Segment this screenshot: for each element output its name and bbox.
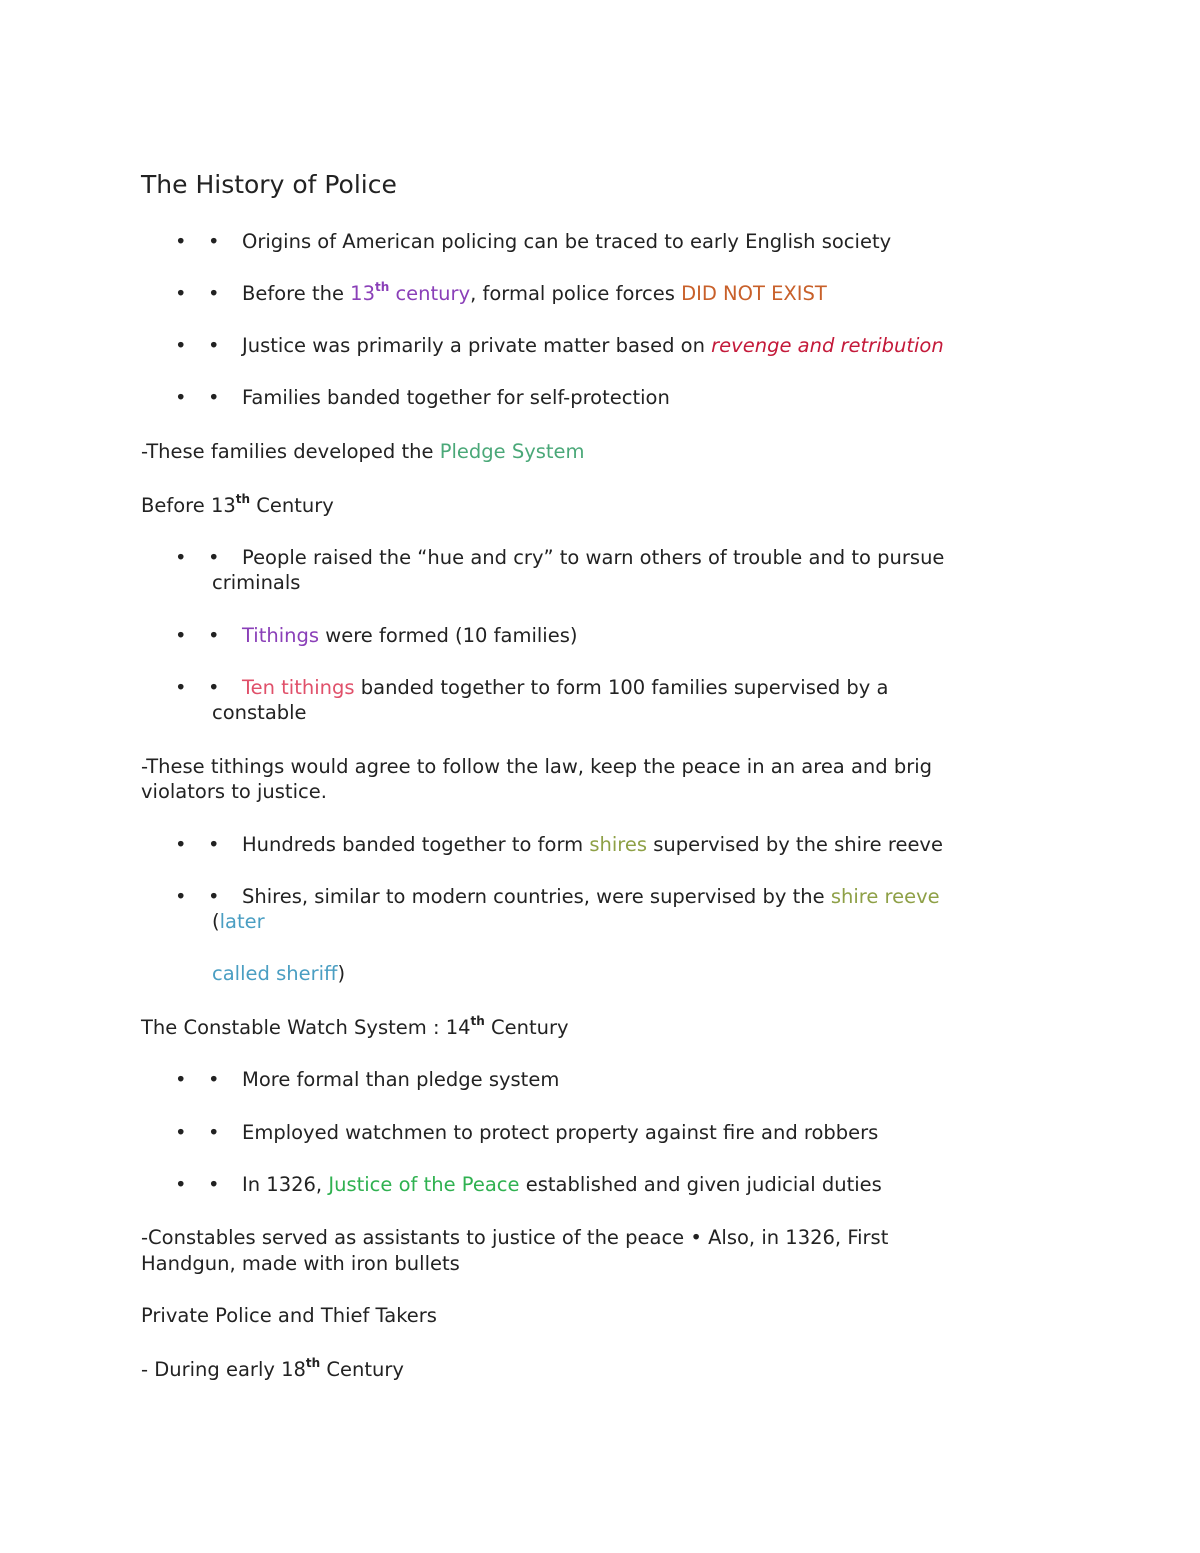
page-title: The History of Police [141, 170, 397, 199]
highlight-shire-reeve: shire reeve [830, 885, 940, 908]
superscript: th [470, 1013, 485, 1028]
text-segment: Century [320, 1358, 404, 1381]
list-item-text [242, 884, 940, 910]
text-segment: were formed (10 families) [319, 624, 578, 647]
superscript: th [374, 279, 390, 294]
list-item-text [242, 281, 827, 307]
bullet-icon: • [175, 676, 187, 699]
list-item-text [242, 832, 943, 858]
bullet-icon: • [208, 230, 220, 253]
highlight-did-not-exist: DID NOT EXIST [681, 282, 827, 305]
paragraph [141, 439, 585, 464]
bullet-icon: • [208, 624, 220, 647]
highlight-justice-of-the-peace: Justice of the Peace [328, 1173, 520, 1196]
text-segment: -These families developed the [141, 440, 440, 463]
bullet-icon: • [175, 546, 187, 569]
paragraph-line: -Constables served as assistants to justice of the peace • Also, in 1326, First [141, 1226, 889, 1249]
bullet-icon: • [175, 833, 187, 856]
highlight-later: later [219, 910, 265, 933]
text-segment: ) [337, 962, 346, 985]
list-item-text: Employed watchmen to protect property against fire and robbers [242, 1121, 879, 1144]
text-segment: established and given judicial duties [519, 1173, 882, 1196]
bullet-icon: • [208, 1173, 220, 1196]
superscript: th [235, 491, 251, 506]
bullet-icon: • [208, 676, 220, 699]
text-segment: In 1326, [242, 1173, 329, 1196]
paragraph-line: -These tithings would agree to follow the law, keep the peace in an area and brig [141, 755, 933, 778]
list-item-text: People raised the “hue and cry” to warn others of trouble and to pursue [242, 546, 945, 569]
superscript: th [305, 1355, 321, 1370]
highlight-revenge: revenge and retribution [711, 334, 944, 357]
highlight-shires: shires [589, 833, 648, 856]
bullet-icon: • [208, 282, 220, 305]
text-segment: The Constable Watch System : 14 [141, 1016, 471, 1039]
bullet-icon: • [175, 282, 187, 305]
section-heading [141, 493, 334, 518]
highlight-pledge-system: Pledge System [439, 440, 585, 463]
highlight-called-sheriff: called sheriff [212, 962, 338, 985]
list-item-continuation [212, 961, 345, 987]
text-segment: Century [484, 1016, 569, 1039]
text-segment: Justice was primarily a private matter based on [242, 334, 712, 357]
highlight-part: century [389, 282, 471, 305]
highlight-part: 13 [350, 282, 375, 305]
text-segment: Century [250, 494, 334, 517]
list-item-text [242, 675, 889, 701]
section-heading [141, 1015, 569, 1040]
bullet-icon: • [175, 386, 187, 409]
bullet-icon: • [208, 546, 220, 569]
highlight-13th-century [350, 279, 471, 305]
list-item-text [242, 333, 944, 359]
section-heading: Private Police and Thief Takers [141, 1304, 437, 1327]
list-item-text [242, 1172, 882, 1198]
paragraph [141, 1357, 404, 1382]
bullet-icon: • [208, 334, 220, 357]
bullet-icon: • [175, 1173, 187, 1196]
list-item-continuation [212, 909, 265, 935]
bullet-icon: • [208, 1068, 220, 1091]
bullet-icon: • [208, 1121, 220, 1144]
text-segment: Hundreds banded together to form [242, 833, 590, 856]
text-segment: - During early 18 [141, 1358, 306, 1381]
bullet-icon: • [208, 833, 220, 856]
list-item-continuation: constable [212, 701, 307, 724]
highlight-tithings: Tithings [242, 624, 320, 647]
text-segment: Before the [242, 282, 351, 305]
list-item-text: More formal than pledge system [242, 1068, 560, 1091]
bullet-icon: • [175, 1068, 187, 1091]
bullet-icon: • [175, 624, 187, 647]
text-segment: banded together to form 100 families supervised by a [354, 676, 889, 699]
bullet-icon: • [175, 230, 187, 253]
text-segment: Before 13 [141, 494, 236, 517]
paragraph-line: Handgun, made with iron bullets [141, 1252, 460, 1275]
text-segment: supervised by the shire reeve [647, 833, 943, 856]
bullet-icon: • [175, 334, 187, 357]
bullet-icon: • [175, 885, 187, 908]
bullet-icon: • [175, 1121, 187, 1144]
bullet-icon: • [208, 885, 220, 908]
list-item-text: Origins of American policing can be traced to early English society [242, 230, 892, 253]
list-item-continuation: criminals [212, 571, 301, 594]
list-item-text: Families banded together for self-protection [242, 386, 670, 409]
bullet-icon: • [208, 386, 220, 409]
text-segment: ( [212, 910, 220, 933]
text-segment: , formal police forces [470, 282, 682, 305]
paragraph-line: violators to justice. [141, 780, 327, 803]
list-item-text [242, 623, 577, 649]
text-segment: Shires, similar to modern countries, were supervised by the [242, 885, 831, 908]
highlight-ten-tithings: Ten tithings [242, 676, 355, 699]
